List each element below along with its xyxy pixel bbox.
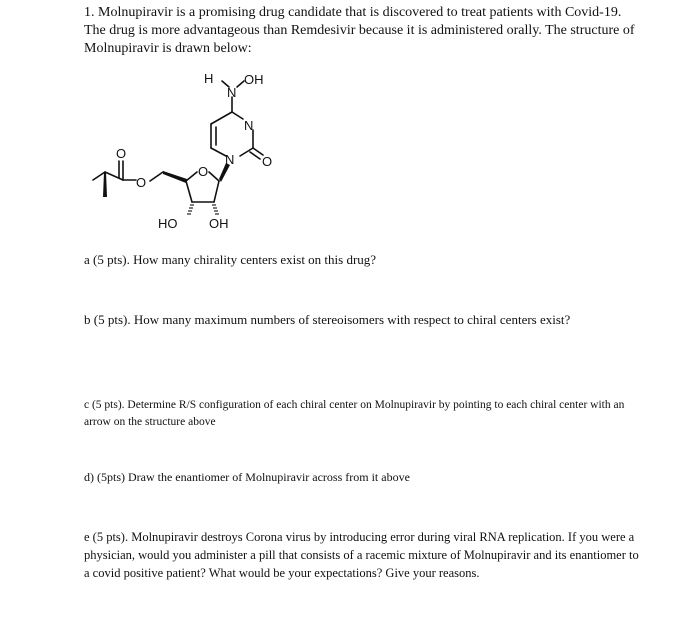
bond-o-c1p	[209, 172, 219, 181]
atom-ho-bottom: HO	[158, 216, 178, 231]
bond-c4p-o	[186, 172, 197, 181]
question-b: b (5 pts). How many maximum numbers of stereoisomers with respect to chiral centers exist?	[84, 312, 571, 327]
atom-o-ester-carbonyl: O	[116, 146, 127, 161]
atom-oh-bottom: OH	[209, 216, 229, 231]
atom-o-ring: O	[198, 164, 209, 179]
wedge-methyl	[103, 172, 107, 197]
atom-n-ring: N	[244, 118, 254, 133]
question-d: d) (5pts) Draw the enantiomer of Molnupiravir across from it above	[84, 470, 410, 484]
bond-c4-c5	[211, 112, 232, 124]
hash-c3p-ho	[187, 205, 194, 214]
bond-methyl-ch	[93, 172, 105, 180]
question-e: e (5 pts). Molnupiravir destroys Corona virus by introducing error during viral RNA replication. If you were a physician, would you administer a pill that consists of a racemic mixture of Molnupiravir and its enantiomer to a covid positive patient? What would be your expectations? Give your reasons.	[84, 530, 639, 580]
question-a: a (5 pts). How many chirality centers exist on this drug?	[84, 252, 377, 267]
bond-oester-ch2	[150, 172, 163, 181]
bond-c6-n1	[211, 148, 226, 156]
bond-c3p-c4p	[186, 181, 192, 202]
bond-ch-carbonyl	[105, 172, 123, 180]
wedge-ch2	[163, 171, 187, 183]
bond-c2-o-double	[250, 152, 260, 159]
bond-n-oh	[237, 81, 244, 87]
atom-oh-top: OH	[244, 72, 264, 87]
atom-h: H	[204, 71, 214, 86]
atom-o-ester: O	[136, 175, 147, 190]
question-1-text: 1. Molnupiravir is a promising drug candidate that is discovered to treat patients with Covid-19. The drug is more advantageous than Remdesivir because it is administered orally. The structure of Molnupiravir is drawn below:	[84, 5, 635, 56]
atom-o-carbonyl: O	[262, 154, 273, 169]
bond-c1p-c2p	[214, 181, 219, 202]
molnupiravir-structure	[0, 0, 700, 250]
question-c: c (5 pts). Determine R/S configuration of each chiral center on Molnupiravir by pointing to each chiral center with an arrow on the structure above	[84, 399, 625, 428]
atom-n-glyco: N	[225, 152, 235, 167]
atom-n-top: N	[227, 85, 237, 100]
bond-c4-n3	[232, 112, 243, 119]
hash-c2p-oh	[212, 205, 219, 214]
